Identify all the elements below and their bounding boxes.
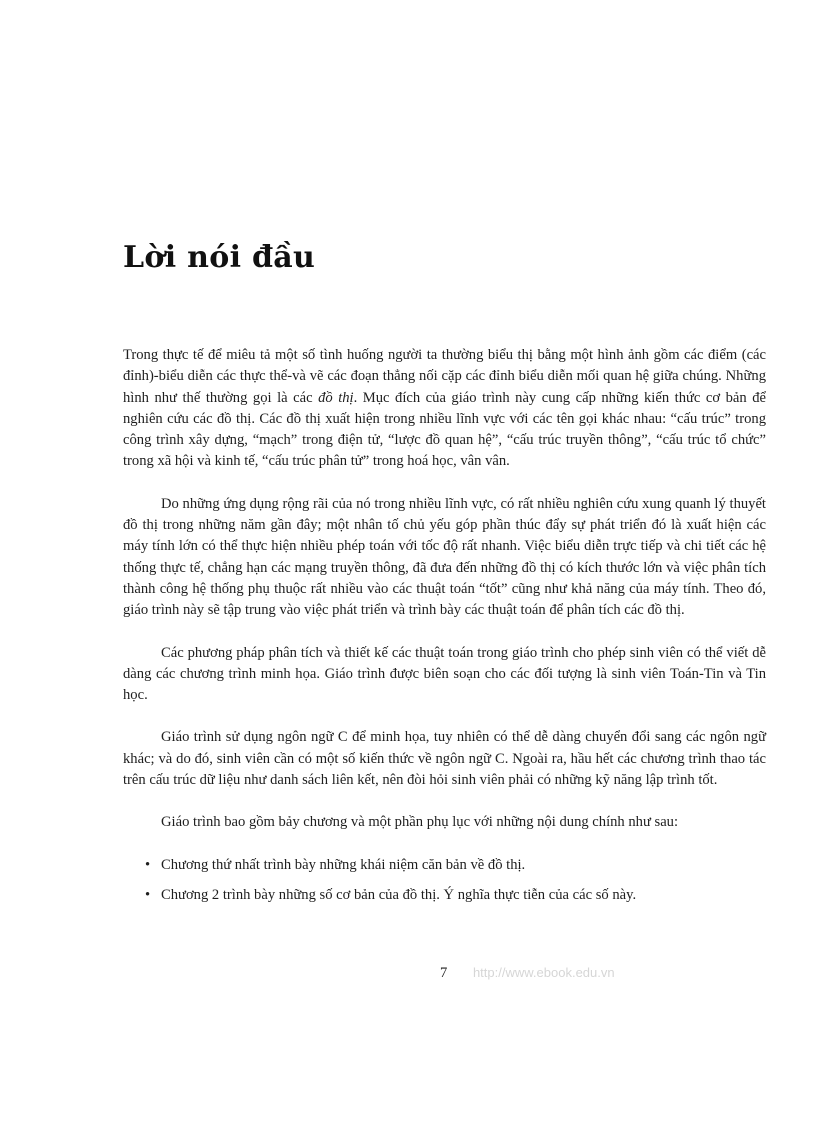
paragraph-applications: Do những ứng dụng rộng rãi của nó trong nhiều lĩnh vực, có rất nhiều nghiên cứu xung quanh lý thuyết đồ thị trong những năm gần đây; một nhân tố chủ yếu góp phần thúc đẩy sự phát triển đó là xuất hiện các máy tính lớn có thể thực hiện nhiều phép toán với tốc độ rất nhanh. Việc biểu diễn trực tiếp và chi tiết các hệ thống thực tế, chẳng hạn các mạng truyền thông, đã đưa đến những đồ thị có kích thước lớn và việc phân tích thành công hệ thống phụ thuộc rất nhiều vào các thuật toán “tốt” cũng như khả năng của máy tính. Theo đó, giáo trình này sẽ tập trung vào việc phát triển và trình bày các thuật toán để phân tích các đồ thị. (123, 495, 766, 619)
list-item (123, 885, 766, 906)
paragraph-intro-part2: . Mục đích của giáo trình này cung cấp những kiến thức cơ bản để nghiên cứu các đồ thị. Các đồ thị xuất hiện trong nhiều lĩnh vực với các tên gọi khác nhau: “cấu trúc” trong công trình xây dựng, “mạch” trong điện tử, “lược đồ quan hệ”, “cấu trúc truyền thông”, “cấu trúc tổ chức” trong xã hội và kinh tế, “cấu trúc phân tử” trong hoá học, vân vân. (123, 389, 766, 470)
list-item-text: Chương thứ nhất trình bày những khái niệm căn bản về đồ thị. (161, 856, 526, 873)
page-number: 7 (440, 965, 448, 981)
paragraph-intro-emphasis: đồ thị (318, 389, 354, 406)
paragraph-intro (123, 345, 766, 473)
list-item-text: Chương 2 trình bày những số cơ bản của đồ thị. Ý nghĩa thực tiễn của các số này. (161, 886, 637, 903)
page-footer (440, 965, 615, 982)
list-item (123, 855, 766, 876)
paragraph-intro-part1: Trong thực tế để miêu tả một số tình huống người ta thường biểu thị bằng một hình ảnh gồm các điểm (các đỉnh)-biểu diễn các thực thể-và vẽ các đoạn thẳng nối cặp các đỉnh biểu diễn mối quan hệ giữa chúng. Những hình như thế thường gọi là các (123, 347, 766, 406)
body-text (123, 345, 766, 915)
watermark-url: http://www.ebook.edu.vn (472, 965, 615, 980)
paragraph-methods: Các phương pháp phân tích và thiết kế các thuật toán trong giáo trình cho phép sinh viên có thể viết dễ dàng các chương trình minh họa. Giáo trình được biên soạn cho các đối tượng là sinh viên Toán-Tin và Tin học. (123, 644, 766, 704)
paragraph-language: Giáo trình sử dụng ngôn ngữ C để minh họa, tuy nhiên có thể dễ dàng chuyển đổi sang các ngôn ngữ khác; và do đó, sinh viên cần có một số kiến thức về ngôn ngữ C. Ngoài ra, hầu hết các chương trình thao tác trên cấu trúc dữ liệu như danh sách liên kết, nên đòi hỏi sinh viên phải có những kỹ năng lập trình tốt. (123, 729, 766, 789)
paragraph-outline: Giáo trình bao gồm bảy chương và một phần phụ lục với những nội dung chính như sau: (161, 814, 679, 831)
chapter-title: Lời nói đầu (123, 240, 316, 275)
bullet-icon: • (145, 856, 151, 873)
chapter-outline-list (123, 855, 766, 907)
bullet-icon: • (145, 886, 151, 903)
